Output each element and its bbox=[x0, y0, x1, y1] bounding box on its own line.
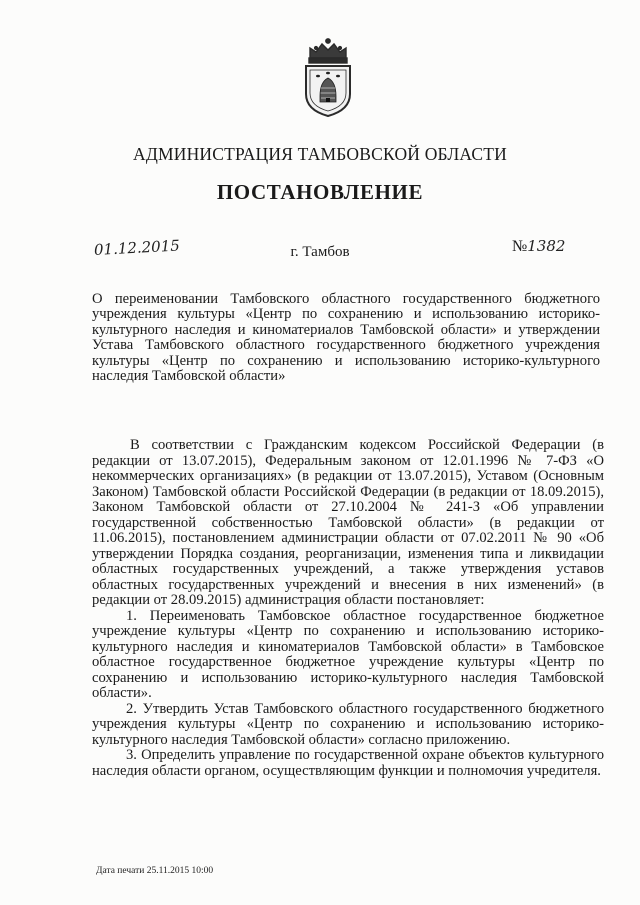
city-label: г. Тамбов bbox=[290, 244, 350, 260]
document-number bbox=[512, 237, 565, 256]
coat-of-arms-icon bbox=[300, 36, 356, 118]
handwritten-number: 1382 bbox=[527, 237, 566, 255]
handwritten-date: 01.12.2015 bbox=[93, 236, 181, 259]
number-sign: № bbox=[512, 238, 528, 255]
document-subject: О переименовании Тамбовского областного государственного бюджетного учреждения культуры «Центр по сохранению и использованию историко-культурного наследия и киноматериалов Тамбовской области» и утверждении Устава Тамбовского областного государственного бюджетного учреждения культуры «Центр по сохранению и использованию историко-культурного наследия Тамбовской области» bbox=[92, 291, 600, 385]
clause-1: 1. Переименовать Тамбовское областное государственное бюджетное учреждение культуры «Центр по сохранению и использованию историко-культурного наследия и киноматериалов Тамбовской области» в Тамбовское областное государственное бюджетное учреждение культуры «Центр по сохранению и использованию историко-культурного наследия Тамбовской области». bbox=[92, 607, 604, 701]
preamble-paragraph: В соответствии с Гражданским кодексом Российской Федерации (в редакции от 13.07.2015), Федеральным законом от 12.01.1996 № 7-ФЗ «О некоммерческих организациях» (в редакции от 13.07.2015), Уставом (Основным Законом) Тамбовской области Российской Федерации (в редакции от 18.09.2015), Законом Тамбовской области от 27.10.2004 № 241-З «Об управлении государственной собственностью Тамбовской области» (в редакции от 11.06.2015), постановлением администрации области от 07.02.2011 № 90 «Об утверждении Порядка создания, реорганизации, изменения типа и ликвидации областных государственных учреждений, а также утверждения уставов областных государственных учреждений и внесения в них изменений» (в редакции от 28.09.2015) администрация области постановляет: bbox=[92, 437, 604, 608]
organization-title: АДМИНИСТРАЦИЯ ТАМБОВСКОЙ ОБЛАСТИ bbox=[133, 144, 507, 164]
clause-2: 2. Утвердить Устав Тамбовского областного государственного бюджетного учреждения культуры «Центр по сохранению и использованию историко-культурного наследия Тамбовской области» согласно приложению. bbox=[92, 700, 604, 748]
print-date-footer: Дата печати 25.11.2015 10:00 bbox=[96, 866, 214, 876]
document-type-title: ПОСТАНОВЛЕНИЕ bbox=[216, 180, 424, 204]
document-body bbox=[92, 438, 604, 779]
clause-3: 3. Определить управление по государственной охране объектов культурного наследия области органом, осуществляющим функции и полномочия учредителя. bbox=[92, 747, 604, 779]
